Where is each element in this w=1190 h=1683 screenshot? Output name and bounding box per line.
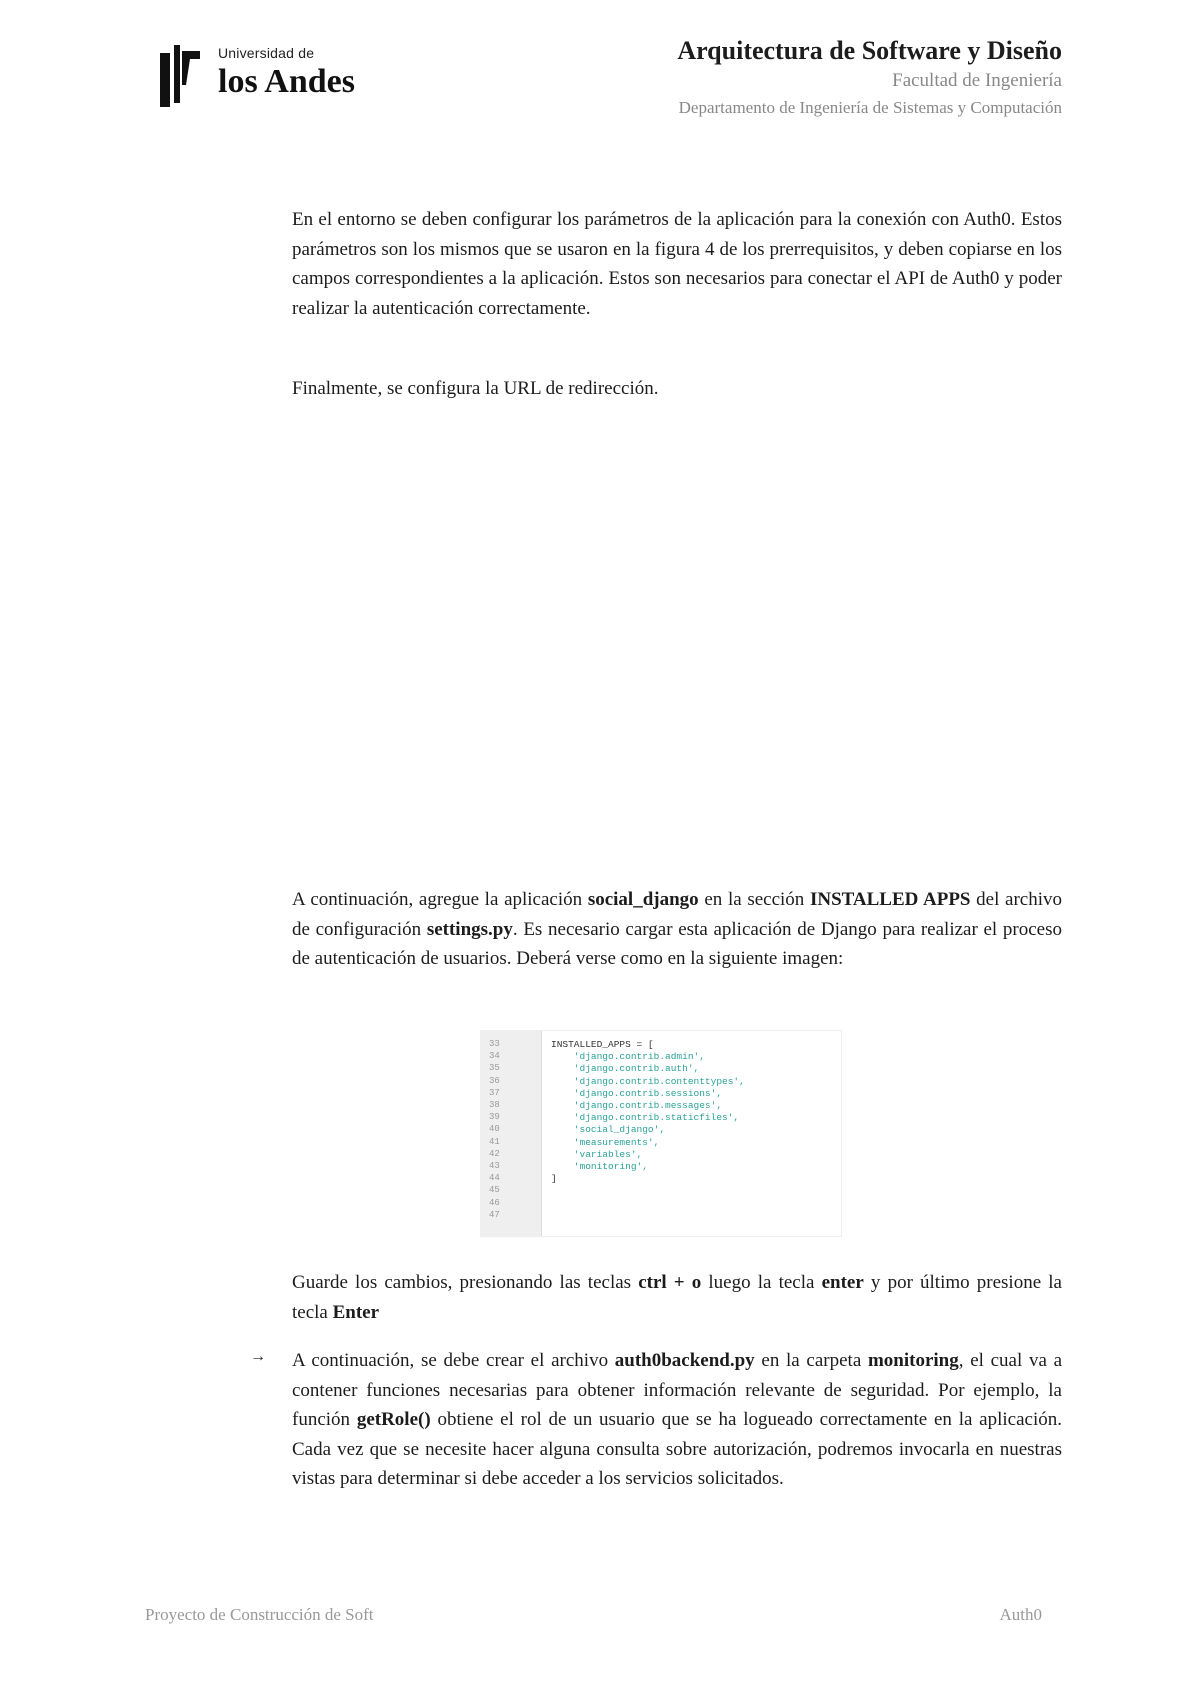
- document-header: [677, 35, 1062, 121]
- text-segment: obtiene el rol de un usuario que se ha logueado correctamente en la aplicación. Cada vez que se necesite hacer alguna consulta sobre autorización, podremos invocarla en nuestras vistas para determinar si debe acceder a los servicios solicitados.: [292, 1409, 1062, 1489]
- code-line-number: 44: [489, 1173, 500, 1184]
- code-line: 'django.contrib.contenttypes',: [551, 1075, 745, 1087]
- faculty-name: Facultad de Ingeniería: [892, 70, 1062, 91]
- department-name: Departamento de Ingeniería de Sistemas y Computación: [678, 98, 1062, 117]
- university-logo: [160, 45, 370, 110]
- logo-line-1: Universidad de: [218, 45, 315, 61]
- code-line-number: 35: [489, 1063, 500, 1074]
- code-line: 'social_django',: [551, 1124, 666, 1136]
- code-line: 'django.contrib.messages',: [551, 1100, 723, 1111]
- footer-left: Proyecto de Construcción de Soft: [145, 1605, 374, 1624]
- paragraph-auth0-parameters: En el entorno se deben configurar los parámetros de la aplicación para la conexión con Auth0. Estos parámetros son los mismos que se usaron en la figura 4 de los prerrequisitos, y deben copiarse en los campos correspondientes a la aplicación. Estos son necesarios para conectar el API de Auth0 y poder realizar la autenticación correctamente.: [292, 209, 1062, 319]
- code-line: 'django.contrib.auth',: [551, 1063, 700, 1075]
- paragraph-save-changes: [292, 1268, 1062, 1327]
- code-line-number: 42: [489, 1148, 500, 1159]
- code-line-number: 41: [489, 1136, 500, 1147]
- keyword-monitoring-folder: monitoring: [867, 1350, 959, 1371]
- code-line: 'variables',: [551, 1148, 643, 1160]
- bullet-arrow-icon: →: [250, 1348, 266, 1365]
- keyword-ctrl-o: ctrl + o: [638, 1272, 702, 1293]
- paragraph-auth0backend: [292, 1346, 1062, 1494]
- code-line-number: 40: [489, 1124, 500, 1135]
- code-line: INSTALLED_APPS = [: [551, 1039, 654, 1050]
- code-line-number: 39: [489, 1112, 500, 1123]
- code-screenshot: [480, 1030, 842, 1237]
- text-segment: en la carpeta: [754, 1350, 868, 1371]
- text-segment: luego la tecla: [701, 1272, 822, 1293]
- keyword-enter-final: Enter: [332, 1301, 380, 1323]
- university-logo-icon: [160, 45, 208, 107]
- keyword-settings-file: settings.py: [426, 918, 513, 940]
- logo-line-2: los Andes: [218, 63, 355, 100]
- footer-right: Auth0: [999, 1605, 1042, 1624]
- text-segment: A continuación, se debe crear el archivo: [292, 1350, 615, 1371]
- code-line-number: 38: [489, 1100, 500, 1110]
- keyword-enter: enter: [821, 1272, 864, 1293]
- code-line-number: 46: [489, 1197, 500, 1208]
- code-line-number: 47: [489, 1209, 500, 1220]
- paragraph-redirect-url: Finalmente, se configura la URL de redirección.: [292, 378, 659, 399]
- text-segment: en la sección: [698, 889, 810, 910]
- keyword-installed-apps: INSTALLED APPS: [809, 889, 971, 910]
- code-line: 'django.contrib.sessions',: [551, 1087, 723, 1099]
- code-line: 'monitoring',: [551, 1161, 648, 1172]
- code-line: ]: [551, 1173, 557, 1185]
- code-line-number: 34: [489, 1051, 500, 1062]
- text-segment: del archivo de configuración: [292, 889, 1063, 940]
- code-line: 'measurements',: [551, 1136, 660, 1148]
- code-line-number: 33: [489, 1039, 500, 1049]
- code-line-number: 36: [489, 1075, 500, 1086]
- text-segment: Guarde los cambios, presionando las teclas: [292, 1272, 639, 1293]
- keyword-social-django: social_django: [587, 889, 699, 910]
- keyword-getrole: getRole(): [356, 1409, 431, 1430]
- paragraph-installed-apps: [292, 885, 1062, 974]
- code-line-number: 43: [489, 1161, 500, 1171]
- code-line: 'django.contrib.admin',: [551, 1051, 705, 1063]
- code-line-number: 37: [489, 1087, 500, 1098]
- code-line-number: 45: [489, 1185, 500, 1196]
- code-line: 'django.contrib.staticfiles',: [551, 1112, 740, 1124]
- text-segment: y por último presione la tecla: [292, 1272, 1062, 1323]
- text-segment: . Es necesario cargar esta aplicación de Django para realizar el proceso de autenticación de usuarios. Deberá verse como en la siguiente imagen:: [292, 918, 1062, 969]
- text-segment: A continuación, agregue la aplicación: [292, 889, 588, 910]
- course-title: Arquitectura de Software y Diseño: [677, 36, 1062, 65]
- text-segment: , el cual va a contener funciones necesarias para obtener información relevante de seguridad. Por ejemplo, la función: [292, 1350, 1063, 1430]
- keyword-auth0backend-file: auth0backend.py: [614, 1350, 755, 1371]
